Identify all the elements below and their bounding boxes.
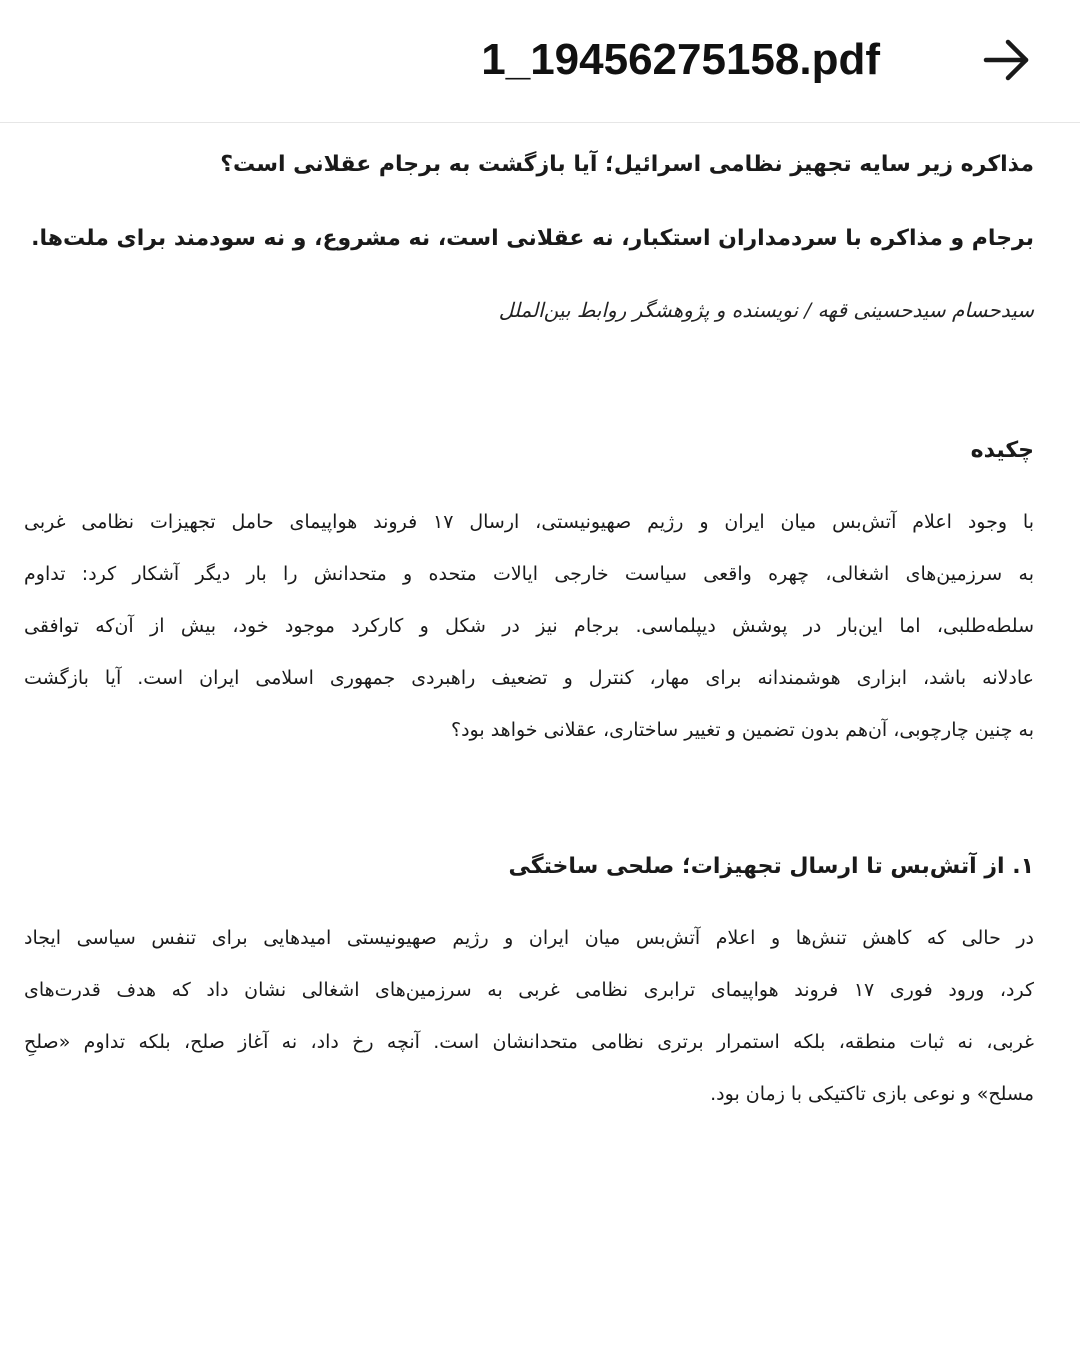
abstract-line: به سرزمین‌های اشغالی، چهره واقعی سیاست خارجی ایالات متحده و متحدانش را بار دیگر آشکار کرد: تداوم [24, 563, 1034, 585]
abstract-heading: چکیده [970, 438, 1034, 463]
section1-line: کرد، ورود فوری ۱۷ فروند هواپیمای ترابری نظامی غربی به سرزمین‌های اشغالی نشان داد که هدف قدرت‌های [24, 979, 1034, 1001]
file-name-title: 1_19456275158.pdf [481, 35, 880, 84]
section1-heading: ۱. از آتش‌بس تا ارسال تجهیزات؛ صلحی ساختگی [508, 854, 1034, 879]
abstract-paragraph [24, 496, 1034, 756]
arrow-right-icon[interactable] [980, 34, 1036, 86]
abstract-line: با وجود اعلام آتش‌بس میان ایران و رژیم صهیونیستی، ارسال ۱۷ فروند هواپیمای حامل تجهیزات نظامی غربی [24, 511, 1034, 533]
section1-paragraph [24, 912, 1034, 1120]
abstract-line: سلطه‌طلبی، اما این‌بار در پوشش دیپلماسی. برجام نیز در شکل و کارکرد موجود خود، بیش از آن‌که توافقی [24, 615, 1034, 637]
document-title: مذاکره زیر سایه تجهیز نظامی اسرائیل؛ آیا بازگشت به برجام عقلانی است؟ [220, 152, 1034, 177]
section1-line: غربی، نه ثبات منطقه، بلکه استمرار برتری نظامی متحدانشان است. آنچه رخ داد، نه آغاز صلح، بلکه تداوم «صلحِ [24, 1031, 1034, 1053]
file-name-container [380, 30, 960, 90]
document-subtitle: برجام و مذاکره با سردمداران استکبار، نه عقلانی است، نه مشروع، و نه سودمند برای ملت‌ها. [31, 226, 1034, 251]
abstract-line: عادلانه باشد، ابزاری هوشمندانه برای مهار، کنترل و تضعیف راهبردی جمهوری اسلامی ایران است. آیا بازگشت [24, 667, 1034, 689]
abstract-line: به چنین چارچوبی، آن‌هم بدون تضمین و تغییر ساختاری، عقلانی خواهد بود؟ [451, 719, 1034, 741]
section1-line: در حالی که کاهش تنش‌ها و اعلام آتش‌بس میان ایران و رژیم صهیونیستی امیدهایی برای تنفس سیاسی ایجاد [24, 927, 1034, 949]
top-app-bar [0, 0, 1080, 123]
section1-line: مسلح» و نوعی بازی تاکتیکی با زمان بود. [710, 1083, 1034, 1105]
author-line: سیدحسام سیدحسینی قهه / نویسنده و پژوهشگر روابط بین‌الملل [498, 298, 1034, 322]
